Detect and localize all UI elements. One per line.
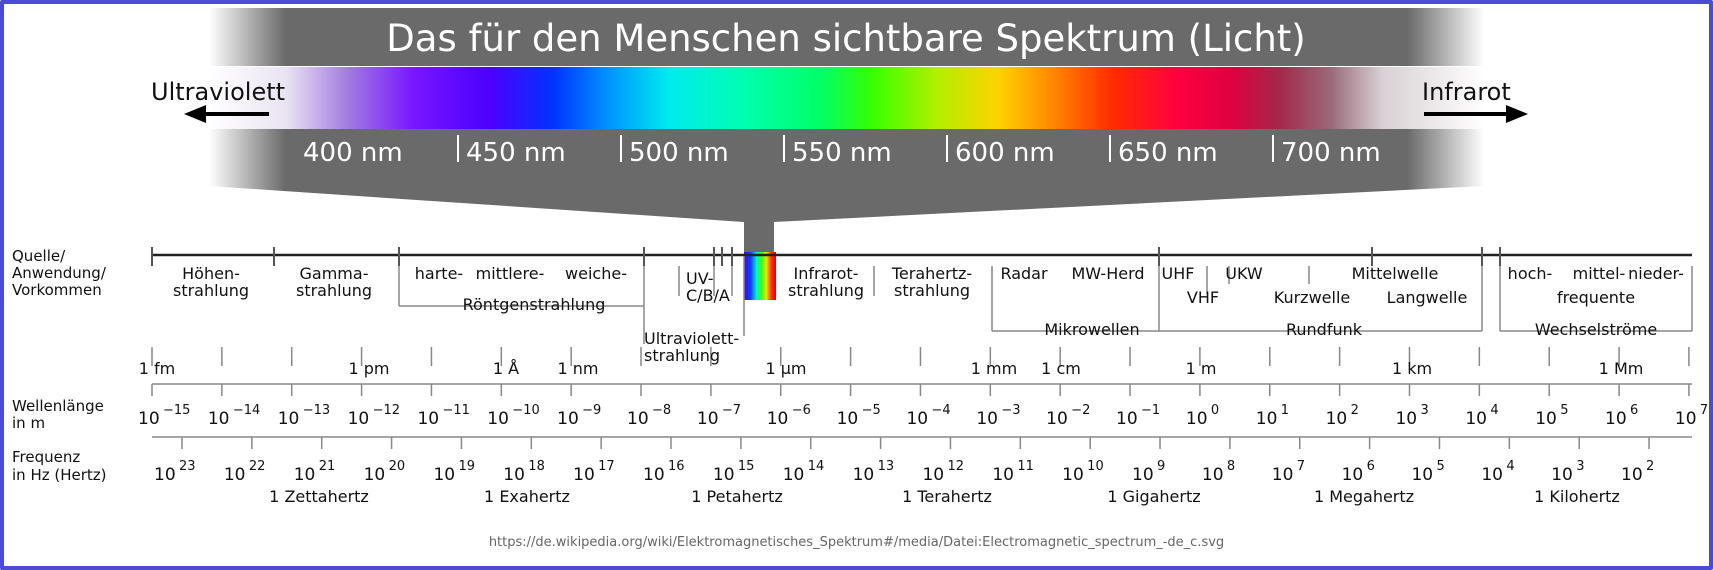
source-label-mittel: mittel- [1572,264,1626,283]
frequency-tick-base: 10 [363,465,386,485]
wavelength-tick-exponent: −4 [931,403,951,418]
frequency-tick-exponent: 20 [388,459,406,474]
row-label-frequency-line: Frequenz [12,448,81,466]
frequency-tick-base: 10 [782,465,805,485]
frequency-tick-exponent: 21 [318,459,336,474]
frequency-tick-exponent: 15 [737,459,755,474]
wavelength-tick-exponent: 0 [1210,403,1220,418]
wavelength-tick-exponent: −11 [442,403,470,418]
frequency-tick-base: 10 [1481,465,1503,485]
frequency-tick-base: 10 [922,465,945,485]
frequency-tick-exponent: 11 [1017,459,1034,474]
wavelength-tick-base: 10 [347,409,370,429]
infrared-label: Infrarot [1422,78,1511,106]
wavelength-tick-base: 10 [766,409,789,429]
row-label-frequency [12,448,107,484]
source-label-hoehen: Höhen- [182,264,240,283]
wavelength-tick-exponent: −8 [652,403,672,418]
length-unit-label: 1 cm [1041,359,1081,378]
frequency-tick-base: 10 [154,465,176,485]
ultraviolet-label: Ultraviolett [151,78,286,106]
source-label-uvcba: UV- [686,269,714,288]
wavelength-tick-base: 10 [1255,409,1278,429]
frequency-tick-exponent: 4 [1506,459,1515,474]
wavelength-tick-base: 10 [1325,409,1348,429]
frequency-tick-base: 10 [1341,465,1364,485]
wavelength-tick-base: 10 [836,409,859,429]
source-label-nieder: nieder- [1628,264,1684,283]
frequency-tick-base: 10 [1411,465,1434,485]
frequency-tick-exponent: 16 [668,459,685,474]
source-label-roentgen: Röntgenstrahlung [462,295,606,314]
row-label-wavelength-line: in m [12,414,46,432]
wavelength-tick-exponent: 6 [1630,403,1639,418]
source-label-ultraviolett: Ultraviolett- [644,329,740,348]
ultraviolet-arrow-icon [184,105,206,123]
frequency-tick-exponent: 6 [1366,459,1375,474]
row-label-frequency-line: in Hz (Hertz) [12,466,107,484]
wavelength-tick-base: 10 [1465,409,1487,429]
frequency-tick-exponent: 17 [598,459,615,474]
wavelength-tick-exponent: 4 [1490,403,1499,418]
wavelength-tick-base: 10 [138,409,160,429]
wavelength-tick-base: 10 [1535,409,1557,429]
length-unit-label: 1 m [1185,359,1217,378]
wavelength-tick-base: 10 [1395,409,1418,429]
wavelength-tick-base: 10 [207,409,230,429]
source-label-harte: harte- [414,264,464,283]
frequency-unit-label: 1 Petahertz [691,487,783,506]
wavelength-tick-base: 10 [976,409,998,429]
frequency-tick-base: 10 [293,465,316,485]
frequency-tick-base: 10 [573,465,595,485]
source-label-uhf: UHF [1161,264,1195,283]
frequency-tick-base: 10 [852,465,875,485]
source-label-rundfunk: Rundfunk [1285,320,1363,339]
source-label-infrarot: strahlung [787,281,865,300]
frequency-tick-exponent: 13 [877,459,895,474]
source-label-langwelle: Langwelle [1386,288,1468,307]
wavelength-tick-base: 10 [417,409,440,429]
wavelength-tick-exponent: 2 [1350,403,1359,418]
wavelength-tick-exponent: −2 [1071,403,1091,418]
wavelength-axis [138,403,1708,429]
frequency-unit-label: 1 Gigahertz [1107,487,1201,506]
frequency-tick-exponent: 22 [248,459,266,474]
source-label-terahertz: Terahertz- [891,264,973,283]
frequency-tick-exponent: 3 [1576,459,1585,474]
wavelength-tick-exponent: −6 [791,403,811,418]
frequency-tick-base: 10 [223,465,246,485]
wavelength-tick-base: 10 [1185,409,1208,429]
row-label-source-line: Vorkommen [12,281,102,299]
source-label-radar: Radar [1000,264,1048,283]
frequency-tick-base: 10 [1132,465,1154,485]
frequency-tick-base: 10 [1621,465,1643,485]
length-unit-label: 1 µm [765,359,807,378]
wavelength-tick-base: 10 [1046,409,1068,429]
wavelength-tick-exponent: 1 [1280,403,1290,418]
spectrum-diagram [4,4,1709,566]
length-unit-label: 1 Mm [1598,359,1644,378]
frequency-unit-label: 1 Megahertz [1313,487,1415,506]
frequency-tick-base: 10 [992,465,1014,485]
length-unit-label: 1 km [1391,359,1433,378]
row-label-wavelength-line: Wellenlänge [12,397,104,415]
wavelength-tick-exponent: −15 [163,403,191,418]
wavelength-tick-base: 10 [1674,409,1697,429]
frequency-tick-exponent: 12 [947,459,965,474]
frequency-unit-labels [269,487,1620,506]
row-label-wavelength [12,397,104,432]
nm-tick-label: 500 nm [629,138,729,168]
frequency-tick-exponent: 14 [807,459,825,474]
frequency-unit-label: 1 Kilohertz [1534,487,1620,506]
frequency-tick-base: 10 [712,465,735,485]
frequency-tick-base: 10 [643,465,665,485]
source-label-infrarot: Infrarot- [793,264,859,283]
length-unit-label: 1 pm [348,359,390,378]
wavelength-tick-exponent: −1 [1141,403,1161,418]
source-label-kurzwelle: Kurzwelle [1273,288,1351,307]
length-unit-label: 1 nm [557,359,599,378]
source-label-gamma: Gamma- [299,264,369,283]
source-label-weiche: weiche- [565,264,627,283]
source-label-ultraviolett: strahlung [644,346,721,365]
wavelength-tick-exponent: −9 [582,403,602,418]
wavelength-tick-exponent: −12 [372,403,401,418]
wavelength-tick-exponent: 7 [1699,403,1709,418]
frequency-tick-exponent: 18 [528,459,545,474]
source-label-wechsel: Wechselströme [1534,320,1658,339]
infrared-arrow-icon [1506,105,1528,123]
frequency-tick-exponent: 2 [1646,459,1655,474]
source-label-mikrowellen: Mikrowellen [1044,320,1140,339]
frequency-tick-base: 10 [503,465,525,485]
nm-tick-label: 450 nm [466,138,566,168]
frequency-tick-exponent: 5 [1436,459,1445,474]
wavelength-tick-base: 10 [487,409,509,429]
row-label-source-line: Anwendung/ [12,264,106,282]
nm-tick-label: 650 nm [1118,138,1218,168]
frequency-tick-base: 10 [1551,465,1573,485]
wavelength-tick-exponent: −10 [512,403,540,418]
wavelength-tick-exponent: −7 [721,403,742,418]
nm-tick-label: 550 nm [792,138,892,168]
source-url[interactable]: https://de.wikipedia.org/wiki/Elektromagnetisches_Spektrum#/media/Datei:Electromagnetic_spectrum_-de_c.svg [488,535,1225,550]
frequency-tick-exponent: 23 [179,459,196,474]
source-label-frequente: frequente [1556,288,1636,307]
row-label-source-line: Quelle/ [12,247,66,265]
frequency-axis [154,459,1654,485]
length-unit-labels [139,359,1644,378]
frequency-tick-base: 10 [433,465,456,485]
frequency-tick-exponent: 9 [1157,459,1166,474]
frequency-tick-base: 10 [1201,465,1224,485]
frequency-tick-base: 10 [1271,465,1294,485]
source-label-ukw: UKW [1225,264,1263,283]
source-label-mittelwelle: Mittelwelle [1351,264,1439,283]
source-label-gamma: strahlung [295,281,373,300]
page-title: Das für den Menschen sichtbare Spektrum (Licht) [386,17,1306,60]
wavelength-tick-exponent: −14 [232,403,261,418]
length-unit-label: 1 Å [492,359,520,378]
source-label-terahertz: strahlung [893,281,971,300]
frequency-tick-base: 10 [1062,465,1084,485]
wavelength-tick-exponent: −13 [302,403,331,418]
wavelength-tick-exponent: 5 [1560,403,1569,418]
frequency-tick-exponent: 7 [1296,459,1306,474]
source-label-vhf: VHF [1186,288,1220,307]
wavelength-tick-exponent: −5 [861,403,881,418]
source-label-hoch: hoch- [1507,264,1553,283]
frequency-tick-exponent: 19 [458,459,475,474]
wavelength-tick-base: 10 [557,409,579,429]
frequency-tick-exponent: 8 [1226,459,1236,474]
visible-spectrum-bar [209,67,1484,129]
source-label-hoehen: strahlung [172,281,250,300]
length-unit-label: 1 fm [138,359,176,378]
wavelength-tick-exponent: 3 [1420,403,1429,418]
source-label-uvcba: C/B/A [686,286,730,305]
nm-tick-label: 700 nm [1281,138,1381,168]
wavelength-tick-base: 10 [627,409,649,429]
visible-light-strip [744,252,776,300]
frequency-unit-label: 1 Terahertz [902,487,992,506]
nm-tick-label: 400 nm [303,138,403,168]
wavelength-tick-base: 10 [1116,409,1138,429]
frequency-unit-label: 1 Exahertz [484,487,570,506]
source-label-mittlere: mittlere- [475,264,545,283]
row-label-source [12,247,107,299]
frequency-tick-exponent: 10 [1087,459,1104,474]
length-unit-label: 1 mm [970,359,1018,378]
wavelength-tick-base: 10 [277,409,300,429]
wavelength-tick-exponent: −3 [1001,403,1021,418]
wavelength-tick-base: 10 [696,409,719,429]
frequency-unit-label: 1 Zettahertz [269,487,369,506]
nm-tick-label: 600 nm [955,138,1055,168]
wavelength-tick-base: 10 [906,409,929,429]
wavelength-tick-base: 10 [1605,409,1627,429]
source-label-mwherd: MW-Herd [1071,264,1145,283]
